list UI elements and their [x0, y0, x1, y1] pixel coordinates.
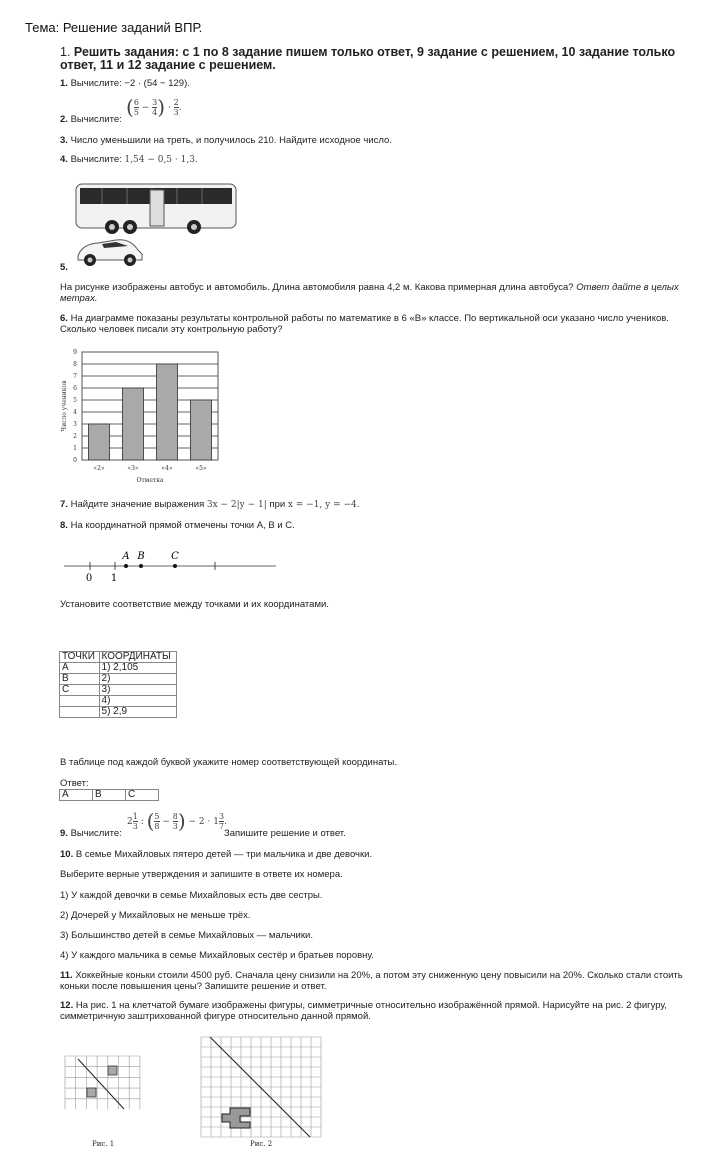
question-number: 7.	[60, 499, 68, 510]
table-row: B 2)	[60, 674, 177, 685]
question-number: 6.	[60, 313, 68, 324]
question-note: Ответ дайте в целых метрах.	[60, 282, 679, 304]
bar-3	[156, 364, 177, 460]
y-tick-label: 7	[73, 373, 77, 380]
question-text: В семье Михайловых пятеро детей — три мальчика и две девочки.	[75, 849, 373, 860]
figure-1-grid	[64, 1055, 141, 1110]
question-1	[60, 78, 700, 89]
y-tick-label: 3	[73, 421, 77, 428]
question-number: 12.	[60, 1000, 74, 1011]
y-tick-label: 1	[73, 445, 77, 452]
point-label-a: A	[122, 551, 130, 562]
question-8-instruction: Установите соответствие между точками и их координатами.	[60, 599, 329, 610]
question-number: 9.	[60, 828, 68, 839]
answer-table	[59, 789, 159, 801]
question-7	[60, 499, 700, 511]
number-line	[60, 548, 280, 588]
question-text: На диаграмме показаны результаты контрольной работы по математике в 6 «В» классе. По вертикальной оси указано число учеников. Сколько человек писали эту контрольную работу?	[60, 313, 669, 335]
option-4: 4) У каждого мальчика в семье Михайловых сестёр и братьев поровну.	[60, 950, 374, 961]
task-heading	[60, 46, 696, 72]
question-number: 4.	[60, 154, 68, 165]
y-axis-label: Число учеников	[61, 380, 68, 432]
answer-cell[interactable]: B	[93, 790, 126, 801]
results-bar-chart	[58, 346, 244, 488]
math-expression: ( $\frac{6}{5}$ − $\frac{3}{4}$ ) · $\frac{2}{3}$ .	[126, 95, 182, 119]
question-text: На рис. 1 на клетчатой бумаге изображены фигуры, симметричные относительно изображённой прямой. Нарисуйте на рис. 2 фигуру, симметричную заштрихованной фигуре относительно данной прямой.	[60, 1000, 667, 1022]
question-text: Число уменьшили на треть, и получилось 210. Найдите исходное число.	[70, 135, 392, 146]
option-3: 3) Большинство детей в семье Михайловых — мальчики.	[60, 930, 313, 941]
tick-label-0: 0	[85, 573, 93, 584]
option-1: 1) У каждой девочки в семье Михайловых есть две сестры.	[60, 890, 323, 901]
answer-cell[interactable]: C	[126, 790, 159, 801]
table-header: КООРДИНАТЫ	[99, 652, 176, 663]
math-expression: 2 $\frac{1}{3}$ : ( $\frac{5}{8}$ − $\frac{8}{3}$ ) − 2 · 1 $\frac{3}{7}$ .	[127, 809, 227, 833]
y-tick-label: 0	[73, 457, 77, 464]
figure-1-caption: Рис. 1	[92, 1140, 115, 1148]
question-3	[60, 135, 700, 146]
question-text: На рисунке изображены автобус и автомобиль. Длина автомобиля равна 4,2 м. Какова примерная длина автобуса?	[60, 282, 574, 293]
x-tick-label: «5»	[195, 465, 207, 472]
table-row: C 3)	[60, 685, 177, 696]
table-row: A 1) 2,105	[60, 663, 177, 674]
x-axis-label: Отметка	[136, 477, 164, 484]
question-number: 10.	[60, 849, 74, 860]
question-6	[60, 313, 700, 335]
question-number: 5.	[60, 262, 68, 273]
question-text: Вычислите:	[70, 154, 122, 165]
question-2	[60, 95, 700, 125]
bar-2	[122, 388, 143, 460]
question-5-number	[60, 262, 700, 273]
tick-label-1: 1	[110, 573, 118, 584]
question-text-tail: при	[269, 499, 286, 510]
question-5	[60, 282, 700, 304]
question-number: 3.	[60, 135, 68, 146]
y-tick-label: 8	[73, 361, 77, 368]
figure-2-grid	[200, 1036, 322, 1139]
bar-4	[190, 400, 211, 460]
x-tick-label: «2»	[93, 465, 105, 472]
question-number: 2.	[60, 114, 68, 125]
x-tick-label: «3»	[127, 465, 139, 472]
y-tick-label: 6	[73, 385, 77, 392]
math-expression: 3x − 2|y − 1|	[206, 500, 267, 510]
math-expression: 1,54 − 0,5 · 1,3.	[124, 155, 198, 165]
heading-text: Решить задания: с 1 по 8 задание пишем только ответ, 9 задание с решением, 10 задание только ответ, 11 и 12 задание с решением.	[60, 45, 676, 72]
question-text: На координатной прямой отмечены точки A, B и C.	[70, 520, 295, 531]
question-number: 1.	[60, 78, 68, 89]
table-header: ТОЧКИ	[60, 652, 100, 663]
bus-car-illustration	[72, 180, 248, 270]
question-text: Хоккейные коньки стоили 4500 руб. Сначала цену снизили на 20%, а потом эту сниженную цену повысили на 20%. Сколько стали стоить коньки после повышения цены? Запишите решение и ответ.	[60, 970, 683, 992]
question-4	[60, 154, 700, 166]
bar-1	[88, 424, 109, 460]
question-8	[60, 520, 700, 531]
question-text: Вычислите:	[70, 828, 122, 839]
question-number: 8.	[60, 520, 68, 531]
answer-cell[interactable]: A	[60, 790, 93, 801]
question-text-tail: Запишите решение и ответ.	[224, 828, 346, 839]
question-12	[60, 1000, 700, 1022]
answer-label: Ответ:	[60, 778, 89, 789]
y-tick-label: 5	[73, 397, 77, 404]
figure-2-caption: Рис. 2	[250, 1140, 273, 1148]
math-condition: x = −1, y = −4.	[287, 500, 360, 510]
y-tick-label: 2	[73, 433, 77, 440]
question-text: Вычислите: −2 · (54 − 129).	[70, 78, 190, 89]
question-10	[60, 849, 700, 860]
y-tick-label: 4	[73, 409, 77, 416]
point-label-c: C	[171, 551, 179, 562]
question-11	[60, 970, 700, 992]
heading-number: 1.	[60, 45, 71, 59]
matching-table	[59, 651, 177, 718]
question-number: 11.	[60, 970, 73, 981]
table-row: 4)	[60, 696, 177, 707]
option-2: 2) Дочерей у Михайловых не меньше трёх.	[60, 910, 251, 921]
y-tick-label: 9	[73, 349, 77, 356]
question-9	[60, 809, 700, 840]
table-instruction: В таблице под каждой буквой укажите номер соответствующей координаты.	[60, 757, 397, 768]
point-label-b: B	[137, 551, 145, 562]
question-text: Найдите значение выражения	[70, 499, 205, 510]
table-row: 5) 2,9	[60, 707, 177, 718]
page-topic: Тема: Решение заданий ВПР.	[25, 20, 203, 35]
x-tick-label: «4»	[161, 465, 173, 472]
question-text: Вычислите:	[70, 114, 122, 125]
question-10-instruction: Выберите верные утверждения и запишите в ответе их номера.	[60, 869, 343, 880]
